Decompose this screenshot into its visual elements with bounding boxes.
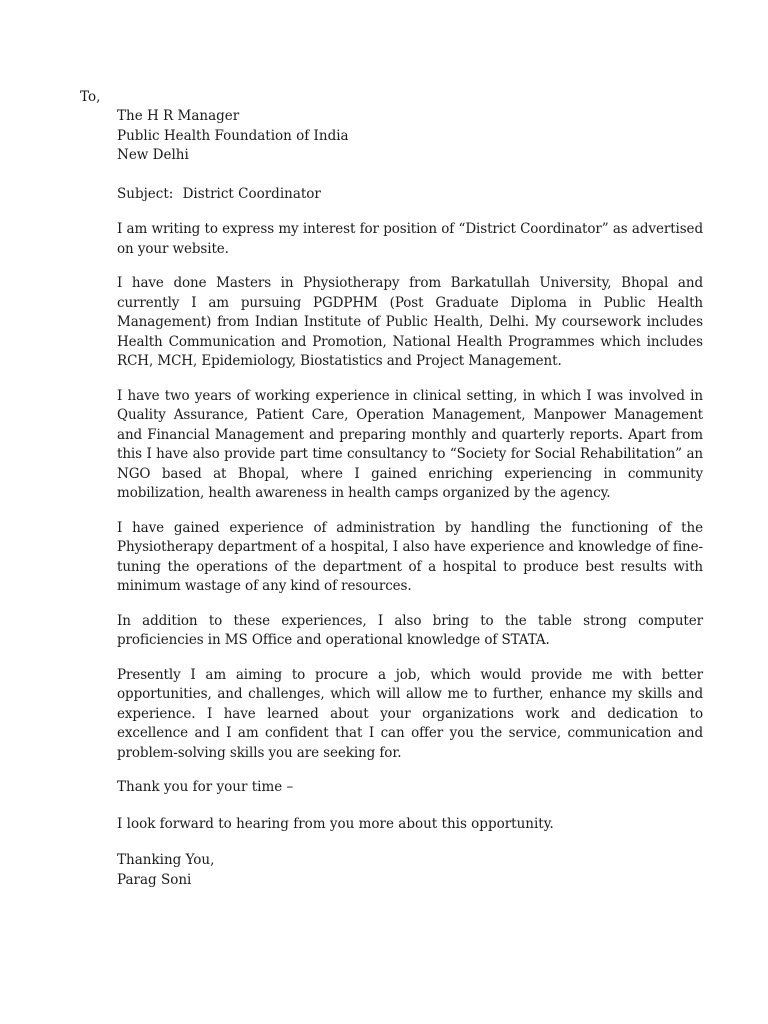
recipient-city: New Delhi [117, 147, 189, 163]
look-forward-line: I look forward to hearing from you more about this opportunity. [117, 815, 554, 832]
paragraph-education: I have done Masters in Physiotherapy from Barkatullah University, Bhopal and currently I am pursuing PGDPHM (Post Graduate Diploma in Public Health Management) from Indian Institute of Public Health, Delhi. My coursework includes Health Communication and Promotion, National Health Programmes which includes RCH, MCH, Epidemiology, Biostatistics and Project Management. [117, 275, 703, 369]
paragraph-computer-skills: In addition to these experiences, I also bring to the table strong computer proficiencies in MS Office and operational knowledge of STATA. [117, 612, 703, 648]
sign-off: Thanking You, [117, 852, 215, 868]
letter-body [117, 107, 703, 890]
paragraph-work-experience: I have two years of working experience in clinical setting, in which I was involved in Quality Assurance, Patient Care, Operation Management, Manpower Management and Financial Management and preparing monthly and quarterly reports. Apart from this I have also provide part time consultancy to “Society for Social Rehabilitation” an NGO based at Bhopal, where I gained enriching experiencing in community mobilization, health awareness in health camps organized by the agency. [117, 387, 703, 501]
subject-label: Subject: [117, 185, 174, 202]
paragraph-aspirations: Presently I am aiming to procure a job, which would provide me with better opportunities, and challenges, which will allow me to further, enhance my skills and experience. I have learned about your organizations work and dedication to excellence and I am confident that I can offer you the service, communication and problem-solving skills you are seeking for. [117, 666, 703, 761]
recipient-title: The H R Manager [117, 108, 240, 124]
recipient-organization: Public Health Foundation of India [117, 127, 349, 144]
signature-name: Parag Soni [117, 871, 192, 888]
paragraph-administration: I have gained experience of administration by handling the functioning of the Physiotherapy department of a hospital, I also have experience and knowledge of fine-tuning the operations of the department of a hospital to produce best results with minimum wastage of any kind of resources. [117, 519, 703, 594]
subject-line [117, 185, 703, 205]
salutation: To, [80, 89, 101, 105]
thanks-line: Thank you for your time – [117, 779, 294, 795]
paragraph-interest: I am writing to express my interest for position of “District Coordinator” as advertised on your website. [117, 221, 703, 257]
recipient-address [117, 107, 703, 166]
subject-value: District Coordinator [182, 185, 321, 202]
signature-block [117, 851, 703, 890]
